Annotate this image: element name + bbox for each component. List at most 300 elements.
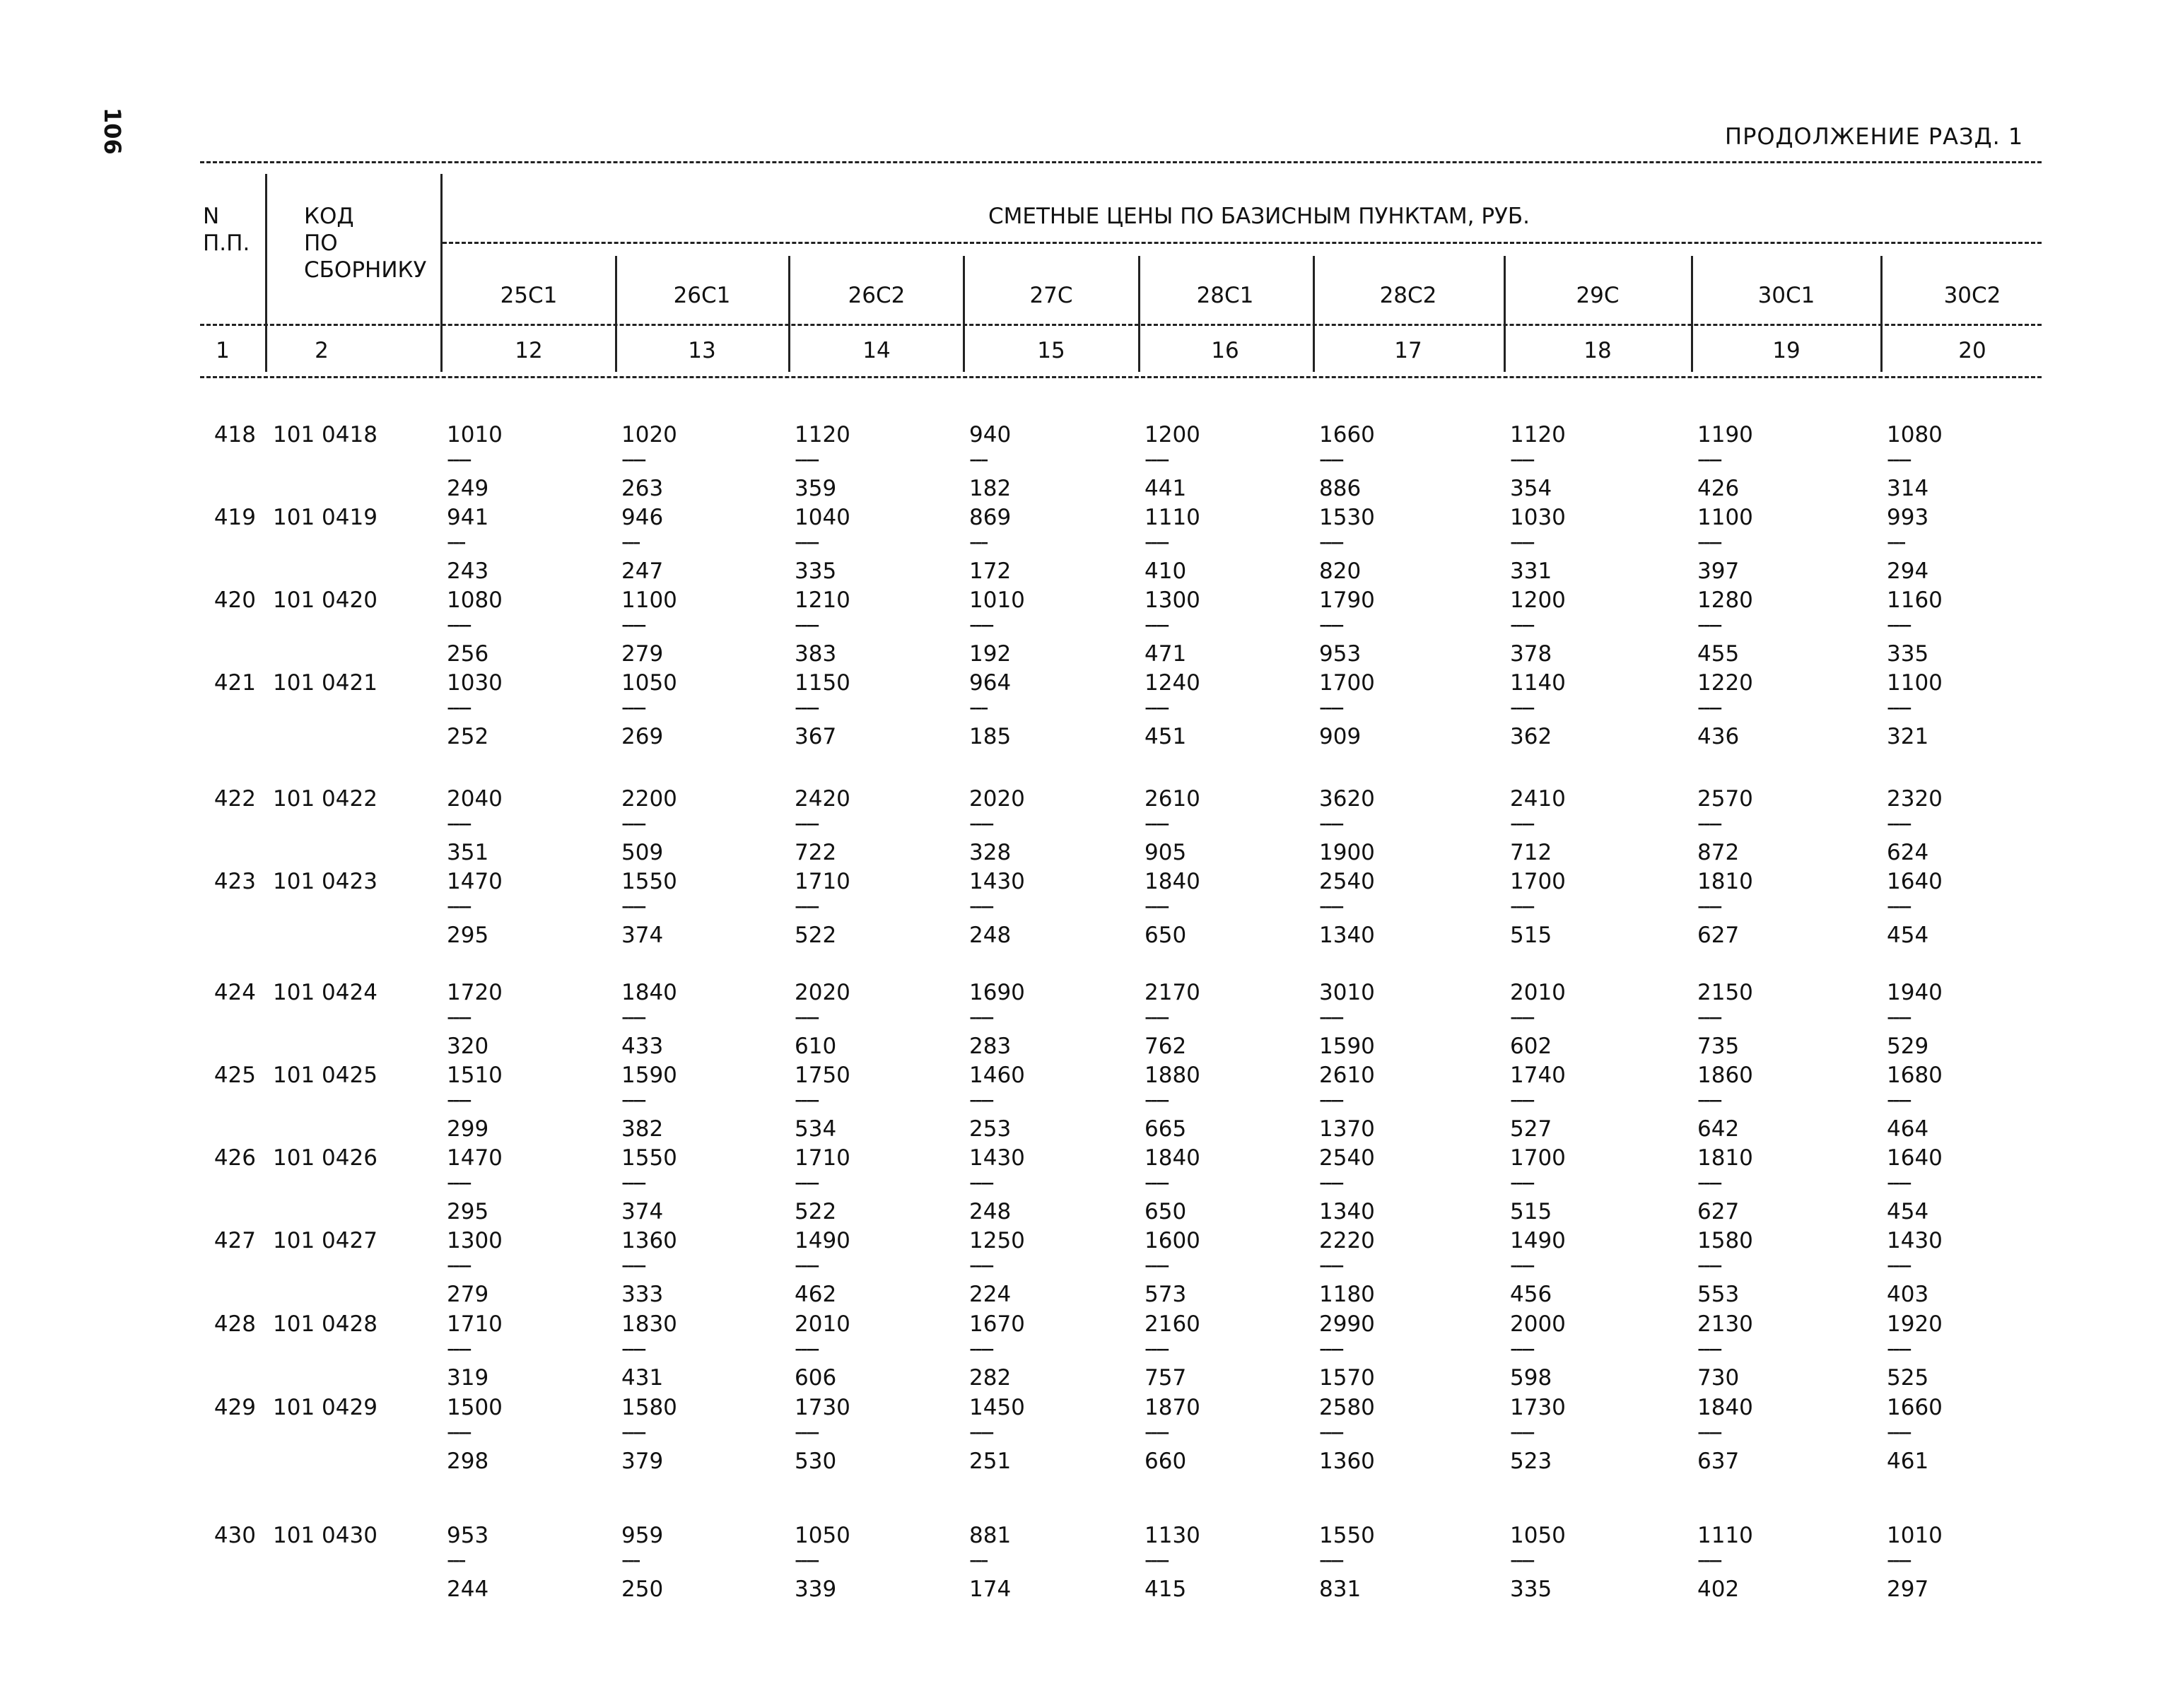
fraction-bar: ---- (1510, 1005, 1533, 1030)
basis-point-label: 26С2 (848, 283, 906, 308)
fraction-bar: ---- (795, 612, 818, 638)
column-number: 17 (1394, 338, 1422, 363)
header-divider (963, 256, 965, 372)
column-number: 12 (515, 338, 543, 363)
price-total: 1710 (795, 869, 850, 894)
basis-point-label: 28С2 (1379, 283, 1437, 308)
fraction-bar: ---- (621, 447, 645, 472)
price-wages: 374 (621, 923, 664, 948)
fraction-bar: --- (621, 1548, 639, 1573)
basis-point-label: 28С1 (1196, 283, 1254, 308)
price-total: 1010 (969, 587, 1025, 613)
fraction-bar: ---- (1887, 1087, 1910, 1113)
collection-code: 101 0420 (273, 587, 377, 613)
price-wages: 624 (1887, 840, 1929, 865)
basis-point-label: 30С2 (1943, 283, 2001, 308)
fraction-bar: ---- (1145, 695, 1168, 720)
fraction-bar: ---- (621, 612, 645, 638)
fraction-bar: ---- (1145, 1253, 1168, 1278)
fraction-bar: ---- (795, 1005, 818, 1030)
price-total: 1240 (1145, 670, 1200, 696)
price-wages: 522 (795, 923, 837, 948)
column-number: 1 (216, 338, 230, 363)
fraction-bar: ---- (1697, 894, 1721, 919)
price-wages: 534 (795, 1116, 837, 1142)
price-total: 1700 (1319, 670, 1375, 696)
price-wages: 185 (969, 724, 1012, 749)
price-total: 1580 (1697, 1228, 1753, 1253)
fraction-bar: ---- (621, 1420, 645, 1445)
price-wages: 247 (621, 558, 664, 584)
header-divider (788, 256, 790, 372)
price-wages: 610 (795, 1034, 837, 1059)
price-total: 2990 (1319, 1311, 1375, 1337)
price-total: 2410 (1510, 786, 1566, 812)
price-total: 1740 (1510, 1063, 1566, 1088)
price-wages: 174 (969, 1577, 1012, 1602)
price-total: 1500 (447, 1395, 503, 1420)
price-wages: 182 (969, 476, 1012, 501)
fraction-bar: ---- (795, 1420, 818, 1445)
fraction-bar: ---- (1510, 530, 1533, 555)
price-wages: 660 (1145, 1449, 1187, 1474)
fraction-bar: ---- (447, 1253, 470, 1278)
price-wages: 665 (1145, 1116, 1187, 1142)
fraction-bar: ---- (621, 811, 645, 836)
price-total: 1700 (1510, 1145, 1566, 1171)
price-total: 1100 (621, 587, 677, 613)
fraction-bar: ---- (1697, 1005, 1721, 1030)
basis-point-label: 26С1 (673, 283, 731, 308)
price-total: 1720 (447, 980, 503, 1005)
price-total: 1200 (1145, 422, 1200, 448)
fraction-bar: ---- (795, 530, 818, 555)
price-total: 3620 (1319, 786, 1375, 812)
fraction-bar: ---- (1887, 1420, 1910, 1445)
price-total: 953 (447, 1523, 489, 1548)
price-total: 1250 (969, 1228, 1025, 1253)
row-number: 424 (213, 980, 256, 1005)
price-total: 1920 (1887, 1311, 1943, 1337)
fraction-bar: ---- (969, 811, 993, 836)
price-total: 1510 (447, 1063, 503, 1088)
price-total: 1030 (1510, 505, 1566, 530)
fraction-bar: ---- (795, 447, 818, 472)
price-total: 1810 (1697, 869, 1753, 894)
row-number: 423 (213, 869, 256, 894)
price-wages: 269 (621, 724, 664, 749)
fraction-bar: ---- (1319, 811, 1342, 836)
collection-code: 101 0419 (273, 505, 377, 530)
price-wages: 244 (447, 1577, 489, 1602)
price-total: 1550 (621, 869, 677, 894)
price-wages: 297 (1887, 1577, 1929, 1602)
price-total: 1880 (1145, 1063, 1200, 1088)
fraction-bar: ---- (1145, 447, 1168, 472)
fraction-bar: ---- (795, 894, 818, 919)
price-wages: 383 (795, 641, 837, 667)
price-wages: 314 (1887, 476, 1929, 501)
section-continuation: ПРОДОЛЖЕНИЕ РАЗД. 1 (1725, 123, 2024, 150)
fraction-bar: ---- (447, 811, 470, 836)
price-total: 2130 (1697, 1311, 1753, 1337)
price-total: 1830 (621, 1311, 677, 1337)
price-total: 1730 (795, 1395, 850, 1420)
price-total: 2580 (1319, 1395, 1375, 1420)
fraction-bar: ---- (1510, 1087, 1533, 1113)
price-wages: 402 (1697, 1577, 1740, 1602)
price-total: 993 (1887, 505, 1929, 530)
price-total: 2010 (1510, 980, 1566, 1005)
prices-title: СМЕТНЫЕ ЦЕНЫ ПО БАЗИСНЫМ ПУНКТАМ, РУБ. (988, 204, 1530, 229)
price-total: 1470 (447, 1145, 503, 1171)
row-number: 422 (213, 786, 256, 812)
fraction-bar: --- (969, 530, 987, 555)
price-total: 1280 (1697, 587, 1753, 613)
price-total: 1450 (969, 1395, 1025, 1420)
price-total: 1840 (1145, 1145, 1200, 1171)
price-total: 2170 (1145, 980, 1200, 1005)
fraction-bar: ---- (1319, 447, 1342, 472)
fraction-bar: ---- (1510, 1336, 1533, 1362)
price-total: 1430 (969, 1145, 1025, 1171)
prices-title-rule (443, 242, 2042, 244)
price-wages: 464 (1887, 1116, 1929, 1142)
price-total: 1670 (969, 1311, 1025, 1337)
price-wages: 525 (1887, 1365, 1929, 1391)
price-total: 1190 (1697, 422, 1753, 448)
price-total: 1710 (447, 1311, 503, 1337)
fraction-bar: ---- (1510, 1548, 1533, 1573)
price-wages: 295 (447, 1199, 489, 1224)
fraction-bar: ---- (1697, 1253, 1721, 1278)
collection-code: 101 0421 (273, 670, 377, 696)
fraction-bar: ---- (1319, 612, 1342, 638)
price-total: 881 (969, 1523, 1012, 1548)
price-total: 1110 (1145, 505, 1200, 530)
price-total: 1640 (1887, 869, 1943, 894)
price-wages: 328 (969, 840, 1012, 865)
page-number: 106 (99, 107, 126, 155)
fraction-bar: ---- (1510, 612, 1533, 638)
price-total: 941 (447, 505, 489, 530)
price-wages: 1340 (1319, 1199, 1375, 1224)
price-wages: 820 (1319, 558, 1362, 584)
price-wages: 224 (969, 1282, 1012, 1307)
price-wages: 299 (447, 1116, 489, 1142)
fraction-bar: ---- (1145, 530, 1168, 555)
fraction-bar: ---- (795, 1087, 818, 1113)
fraction-bar: ---- (621, 1253, 645, 1278)
fraction-bar: ---- (447, 1420, 470, 1445)
price-wages: 441 (1145, 476, 1187, 501)
fraction-bar: ---- (447, 894, 470, 919)
fraction-bar: ---- (1510, 894, 1533, 919)
price-wages: 905 (1145, 840, 1187, 865)
price-wages: 335 (1510, 1577, 1552, 1602)
collection-code: 101 0418 (273, 422, 377, 448)
fraction-bar: --- (621, 530, 639, 555)
column-number: 19 (1772, 338, 1801, 363)
price-wages: 251 (969, 1449, 1012, 1474)
price-total: 2610 (1319, 1063, 1375, 1088)
header-divider (1138, 256, 1140, 372)
price-total: 1810 (1697, 1145, 1753, 1171)
price-total: 1020 (621, 422, 677, 448)
price-wages: 1360 (1319, 1449, 1375, 1474)
price-total: 1600 (1145, 1228, 1200, 1253)
price-total: 2540 (1319, 1145, 1375, 1171)
price-total: 2220 (1319, 1228, 1375, 1253)
price-wages: 279 (621, 641, 664, 667)
price-wages: 451 (1145, 724, 1187, 749)
fraction-bar: ---- (1319, 894, 1342, 919)
col-n-header: N (203, 204, 220, 229)
price-wages: 331 (1510, 558, 1552, 584)
price-total: 1660 (1319, 422, 1375, 448)
fraction-bar: ---- (447, 1087, 470, 1113)
collection-code: 101 0428 (273, 1311, 377, 1337)
fraction-bar: ---- (795, 1336, 818, 1362)
price-wages: 461 (1887, 1449, 1929, 1474)
price-wages: 730 (1697, 1365, 1740, 1391)
price-total: 1430 (1887, 1228, 1943, 1253)
price-wages: 295 (447, 923, 489, 948)
fraction-bar: ---- (447, 695, 470, 720)
price-wages: 735 (1697, 1034, 1740, 1059)
header-divider (265, 174, 267, 372)
price-wages: 637 (1697, 1449, 1740, 1474)
collection-code: 101 0424 (273, 980, 377, 1005)
price-total: 2020 (795, 980, 850, 1005)
collection-code: 101 0425 (273, 1063, 377, 1088)
price-total: 2020 (969, 786, 1025, 812)
price-total: 1660 (1887, 1395, 1943, 1420)
col-code-header: КОД (304, 204, 354, 229)
fraction-bar: ---- (621, 1336, 645, 1362)
price-total: 1140 (1510, 670, 1566, 696)
column-number: 16 (1211, 338, 1239, 363)
fraction-bar: ---- (1697, 447, 1721, 472)
price-wages: 252 (447, 724, 489, 749)
row-number: 425 (213, 1063, 256, 1088)
fraction-bar: ---- (1887, 447, 1910, 472)
price-wages: 757 (1145, 1365, 1187, 1391)
basis-point-label: 25С1 (500, 283, 558, 308)
price-total: 1680 (1887, 1063, 1943, 1088)
price-total: 1790 (1319, 587, 1375, 613)
price-wages: 953 (1319, 641, 1362, 667)
price-wages: 598 (1510, 1365, 1552, 1391)
price-total: 2040 (447, 786, 503, 812)
price-wages: 282 (969, 1365, 1012, 1391)
price-wages: 351 (447, 840, 489, 865)
price-wages: 515 (1510, 1199, 1552, 1224)
price-total: 1580 (621, 1395, 677, 1420)
price-total: 1080 (447, 587, 503, 613)
price-total: 1940 (1887, 980, 1943, 1005)
fraction-bar: ---- (1697, 811, 1721, 836)
price-total: 1100 (1887, 670, 1943, 696)
price-wages: 335 (795, 558, 837, 584)
header-divider (615, 256, 617, 372)
header-top-rule (200, 161, 2042, 163)
price-wages: 397 (1697, 558, 1740, 584)
row-number: 429 (213, 1395, 256, 1420)
collection-code: 101 0430 (273, 1523, 377, 1548)
fraction-bar: ---- (969, 1087, 993, 1113)
price-total: 1490 (1510, 1228, 1566, 1253)
fraction-bar: ---- (969, 894, 993, 919)
price-wages: 712 (1510, 840, 1552, 865)
fraction-bar: --- (969, 695, 987, 720)
basis-point-label: 30С1 (1757, 283, 1815, 308)
price-total: 1840 (621, 980, 677, 1005)
price-total: 1150 (795, 670, 850, 696)
fraction-bar: ---- (1887, 612, 1910, 638)
price-total: 2200 (621, 786, 677, 812)
basis-point-label: 27С (1029, 283, 1073, 308)
price-total: 1460 (969, 1063, 1025, 1088)
fraction-bar: ---- (621, 894, 645, 919)
header-divider (1880, 256, 1883, 372)
fraction-bar: ---- (1319, 1005, 1342, 1030)
price-wages: 529 (1887, 1034, 1929, 1059)
price-wages: 436 (1697, 724, 1740, 749)
price-wages: 319 (447, 1365, 489, 1391)
fraction-bar: ---- (1145, 811, 1168, 836)
column-number: 18 (1583, 338, 1612, 363)
price-total: 1080 (1887, 422, 1943, 448)
price-total: 1840 (1697, 1395, 1753, 1420)
price-total: 1530 (1319, 505, 1375, 530)
price-wages: 249 (447, 476, 489, 501)
price-wages: 248 (969, 1199, 1012, 1224)
fraction-bar: ---- (447, 1336, 470, 1362)
col-code-header: ПО (304, 230, 338, 256)
price-wages: 909 (1319, 724, 1362, 749)
price-wages: 454 (1887, 923, 1929, 948)
price-total: 2320 (1887, 786, 1943, 812)
price-wages: 627 (1697, 923, 1740, 948)
price-total: 946 (621, 505, 664, 530)
price-wages: 471 (1145, 641, 1187, 667)
price-total: 2000 (1510, 1311, 1566, 1337)
price-wages: 606 (795, 1365, 837, 1391)
column-number: 13 (688, 338, 716, 363)
price-wages: 374 (621, 1199, 664, 1224)
fraction-bar: ---- (621, 1087, 645, 1113)
price-total: 1100 (1697, 505, 1753, 530)
fraction-bar: ---- (1887, 1170, 1910, 1195)
price-total: 964 (969, 670, 1012, 696)
fraction-bar: --- (969, 1548, 987, 1573)
price-wages: 321 (1887, 724, 1929, 749)
price-wages: 527 (1510, 1116, 1552, 1142)
price-wages: 263 (621, 476, 664, 501)
price-wages: 433 (621, 1034, 664, 1059)
price-total: 1360 (621, 1228, 677, 1253)
fraction-bar: ---- (1510, 1253, 1533, 1278)
row-number: 426 (213, 1145, 256, 1171)
price-wages: 530 (795, 1449, 837, 1474)
fraction-bar: ---- (1510, 1420, 1533, 1445)
price-total: 1010 (447, 422, 503, 448)
price-wages: 359 (795, 476, 837, 501)
col-n-header: П.П. (203, 230, 250, 256)
price-wages: 523 (1510, 1449, 1552, 1474)
price-total: 1750 (795, 1063, 850, 1088)
header-bottom-rule (200, 376, 2042, 378)
fraction-bar: ---- (969, 1420, 993, 1445)
header-divider (440, 174, 443, 372)
fraction-bar: ---- (1145, 1170, 1168, 1195)
row-number: 420 (213, 587, 256, 613)
fraction-bar: ---- (969, 1005, 993, 1030)
price-total: 1300 (447, 1228, 503, 1253)
fraction-bar: ---- (1145, 1548, 1168, 1573)
row-number: 419 (213, 505, 256, 530)
fraction-bar: ---- (1319, 1548, 1342, 1573)
row-number: 428 (213, 1311, 256, 1337)
price-wages: 250 (621, 1577, 664, 1602)
price-total: 2160 (1145, 1311, 1200, 1337)
price-wages: 722 (795, 840, 837, 865)
fraction-bar: ---- (447, 612, 470, 638)
price-wages: 1900 (1319, 840, 1375, 865)
column-names-rule (200, 324, 2042, 326)
fraction-bar: ---- (795, 1253, 818, 1278)
price-wages: 192 (969, 641, 1012, 667)
price-total: 1590 (621, 1063, 677, 1088)
price-total: 1130 (1145, 1523, 1200, 1548)
price-wages: 1370 (1319, 1116, 1375, 1142)
price-wages: 831 (1319, 1577, 1362, 1602)
price-wages: 279 (447, 1282, 489, 1307)
price-total: 3010 (1319, 980, 1375, 1005)
fraction-bar: ---- (1887, 811, 1910, 836)
column-number: 15 (1037, 338, 1065, 363)
price-total: 1050 (621, 670, 677, 696)
price-total: 1550 (621, 1145, 677, 1171)
row-number: 421 (213, 670, 256, 696)
fraction-bar: ---- (447, 1170, 470, 1195)
collection-code: 101 0422 (273, 786, 377, 812)
collection-code: 101 0426 (273, 1145, 377, 1171)
fraction-bar: ---- (1319, 530, 1342, 555)
fraction-bar: ---- (1145, 894, 1168, 919)
col-code-header: СБОРНИКУ (304, 257, 427, 283)
price-total: 1690 (969, 980, 1025, 1005)
price-total: 2420 (795, 786, 850, 812)
price-total: 1430 (969, 869, 1025, 894)
price-total: 1160 (1887, 587, 1943, 613)
price-total: 959 (621, 1523, 664, 1548)
price-total: 1700 (1510, 869, 1566, 894)
price-total: 1710 (795, 1145, 850, 1171)
price-total: 2540 (1319, 869, 1375, 894)
price-wages: 431 (621, 1365, 664, 1391)
price-total: 1120 (795, 422, 850, 448)
collection-code: 101 0429 (273, 1395, 377, 1420)
price-total: 1200 (1510, 587, 1566, 613)
price-wages: 642 (1697, 1116, 1740, 1142)
price-total: 1120 (1510, 422, 1566, 448)
fraction-bar: ---- (1887, 894, 1910, 919)
price-wages: 283 (969, 1034, 1012, 1059)
price-wages: 872 (1697, 840, 1740, 865)
price-wages: 256 (447, 641, 489, 667)
